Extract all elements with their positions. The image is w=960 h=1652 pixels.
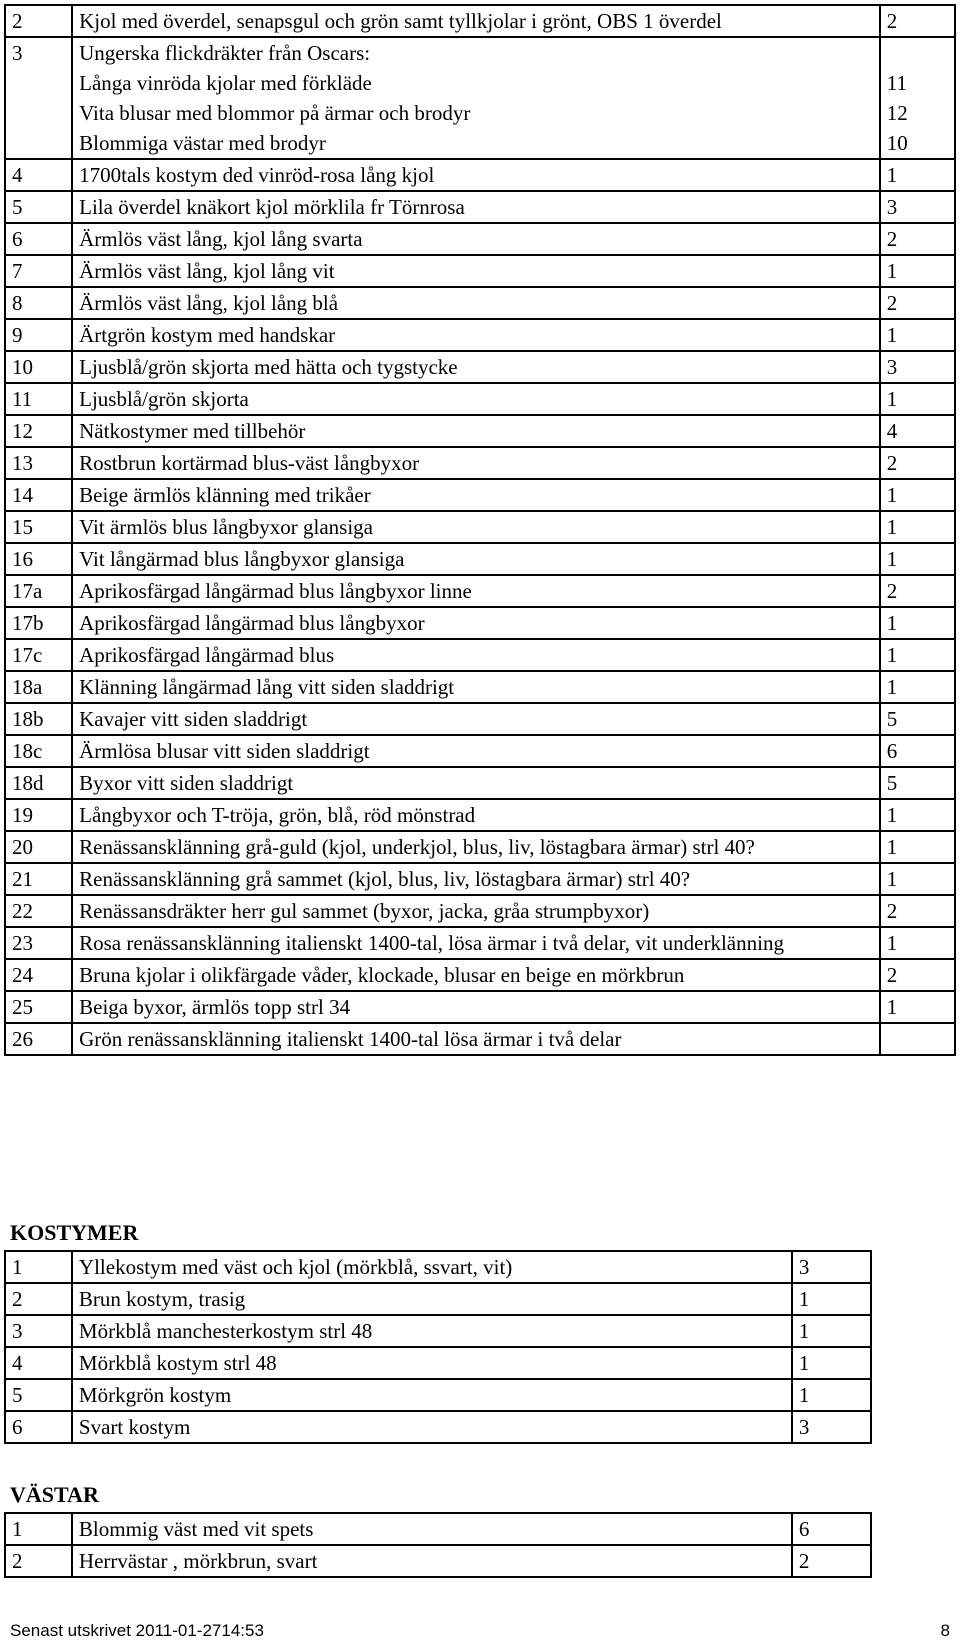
item-number: 10 (5, 351, 72, 383)
item-quantity: 1 (880, 927, 955, 959)
item-quantity: 1 (880, 159, 955, 191)
item-description: Brun kostym, trasig (72, 1283, 792, 1315)
item-number: 2 (5, 5, 72, 37)
item-description: Bruna kjolar i olikfärgade våder, klockade, blusar en beige en mörkbrun (72, 959, 880, 991)
item-description: Vit ärmlös blus långbyxor glansiga (72, 511, 880, 543)
item-description: Ärmlös väst lång, kjol lång svarta (72, 223, 880, 255)
item-quantity: 6 (792, 1513, 871, 1545)
table-row (5, 607, 955, 639)
item-description: Ljusblå/grön skjorta med hätta och tygstycke (72, 351, 880, 383)
item-quantity: 2 (880, 5, 955, 37)
item-quantity: 6 (880, 735, 955, 767)
table-row (5, 319, 955, 351)
item-description: Blommig väst med vit spets (72, 1513, 792, 1545)
table-row (5, 1379, 871, 1411)
item-number: 23 (5, 927, 72, 959)
item-number: 18a (5, 671, 72, 703)
item-number: 19 (5, 799, 72, 831)
item-quantity: 5 (880, 703, 955, 735)
table-row (5, 1315, 871, 1347)
item-description: Lila överdel knäkort kjol mörklila fr Törnrosa (72, 191, 880, 223)
item-description: Beige ärmlös klänning med trikåer (72, 479, 880, 511)
item-quantity: 2 (880, 575, 955, 607)
item-description: Långbyxor och T-tröja, grön, blå, röd mönstrad (72, 799, 880, 831)
item-description: Ärtgrön kostym med handskar (72, 319, 880, 351)
vastar-table (4, 1512, 872, 1578)
item-quantity: 2 (880, 895, 955, 927)
item-quantity: 1 (880, 639, 955, 671)
item-number: 26 (5, 1023, 72, 1055)
item-number: 1 (5, 1251, 72, 1283)
table-row (5, 415, 955, 447)
table-row (5, 735, 955, 767)
item-description: Renässansklänning grå sammet (kjol, blus, liv, löstagbara ärmar) strl 40? (72, 863, 880, 895)
item-quantity: 1 (792, 1347, 871, 1379)
item-description: Svart kostym (72, 1411, 792, 1443)
item-number: 1 (5, 1513, 72, 1545)
item-number: 17c (5, 639, 72, 671)
item-number: 3 (5, 1315, 72, 1347)
item-quantity: 5 (880, 767, 955, 799)
item-quantity: 3 (792, 1411, 871, 1443)
item-description: Kjol med överdel, senapsgul och grön samt tyllkjolar i grönt, OBS 1 överdel (72, 5, 880, 37)
item-number: 22 (5, 895, 72, 927)
table-row (5, 255, 955, 287)
kostymer-table-body (5, 1251, 871, 1443)
item-description: Nätkostymer med tillbehör (72, 415, 880, 447)
item-number: 18b (5, 703, 72, 735)
item-description: Renässansklänning grå-guld (kjol, underkjol, blus, liv, löstagbara ärmar) strl 40? (72, 831, 880, 863)
item-quantity: 1 (880, 799, 955, 831)
item-description: Vit långärmad blus långbyxor glansiga (72, 543, 880, 575)
item-number: 15 (5, 511, 72, 543)
item-quantity: 3 (792, 1251, 871, 1283)
table-row (5, 5, 955, 37)
item-description: Renässansdräkter herr gul sammet (byxor, jacka, gråa strumpbyxor) (72, 895, 880, 927)
item-quantity: 2 (880, 959, 955, 991)
item-quantity: 1 (880, 511, 955, 543)
table-row (5, 639, 955, 671)
table-row (5, 703, 955, 735)
item-quantity: 3 (880, 191, 955, 223)
item-number: 5 (5, 1379, 72, 1411)
vastar-table-body (5, 1513, 871, 1577)
table-row (5, 447, 955, 479)
kostymer-table (4, 1250, 872, 1444)
item-quantity: 2 (792, 1545, 871, 1577)
item-quantity: 2 (880, 223, 955, 255)
item-number: 7 (5, 255, 72, 287)
item-quantity: 11 12 10 (880, 37, 955, 159)
table-row (5, 223, 955, 255)
item-quantity (880, 1023, 955, 1055)
table-row (5, 575, 955, 607)
item-number: 24 (5, 959, 72, 991)
item-quantity: 1 (880, 607, 955, 639)
table-row (5, 1513, 871, 1545)
table-row (5, 863, 955, 895)
item-description: Kavajer vitt siden sladdrigt (72, 703, 880, 735)
item-quantity: 1 (880, 479, 955, 511)
item-quantity: 3 (880, 351, 955, 383)
item-number: 6 (5, 1411, 72, 1443)
item-number: 6 (5, 223, 72, 255)
table-row (5, 895, 955, 927)
item-quantity: 4 (880, 415, 955, 447)
table-row (5, 1347, 871, 1379)
table-row (5, 479, 955, 511)
item-number: 8 (5, 287, 72, 319)
section-heading-vastar: VÄSTAR (10, 1482, 99, 1507)
table-row (5, 543, 955, 575)
item-description: Aprikosfärgad långärmad blus långbyxor linne (72, 575, 880, 607)
item-description: Beiga byxor, ärmlös topp strl 34 (72, 991, 880, 1023)
item-number: 12 (5, 415, 72, 447)
item-number: 9 (5, 319, 72, 351)
table-row (5, 1251, 871, 1283)
item-description: Mörkgrön kostym (72, 1379, 792, 1411)
item-description: Ljusblå/grön skjorta (72, 383, 880, 415)
item-number: 18d (5, 767, 72, 799)
item-number: 17a (5, 575, 72, 607)
item-description: Ungerska flickdräkter från Oscars: Långa vinröda kjolar med förkläde Vita blusar med blommor på ärmar och brodyr Blommiga västar med brodyr (72, 37, 880, 159)
item-description: 1700tals kostym ded vinröd-rosa lång kjol (72, 159, 880, 191)
item-quantity: 1 (880, 543, 955, 575)
table-row (5, 959, 955, 991)
item-description: Ärmlösa blusar vitt siden sladdrigt (72, 735, 880, 767)
item-description: Aprikosfärgad långärmad blus långbyxor (72, 607, 880, 639)
costume-table (4, 4, 956, 1056)
item-quantity: 1 (880, 671, 955, 703)
item-quantity: 1 (880, 255, 955, 287)
item-description: Grön renässansklänning italienskt 1400-tal lösa ärmar i två delar (72, 1023, 880, 1055)
item-description: Yllekostym med väst och kjol (mörkblå, ssvart, vit) (72, 1251, 792, 1283)
item-number: 17b (5, 607, 72, 639)
table-row (5, 671, 955, 703)
item-quantity: 2 (880, 447, 955, 479)
table-row (5, 159, 955, 191)
table-row (5, 37, 955, 159)
item-number: 20 (5, 831, 72, 863)
costume-table-body (5, 5, 955, 1055)
footer-print-date: Senast utskrivet 2011-01-2714:53 (10, 1621, 264, 1640)
item-quantity: 1 (792, 1315, 871, 1347)
table-row (5, 1023, 955, 1055)
item-number: 16 (5, 543, 72, 575)
item-number: 25 (5, 991, 72, 1023)
item-quantity: 1 (880, 319, 955, 351)
item-number: 2 (5, 1545, 72, 1577)
item-number: 18c (5, 735, 72, 767)
item-quantity: 1 (880, 383, 955, 415)
item-quantity: 1 (880, 831, 955, 863)
table-row (5, 383, 955, 415)
table-row (5, 767, 955, 799)
item-number: 2 (5, 1283, 72, 1315)
item-quantity: 1 (880, 991, 955, 1023)
table-row (5, 799, 955, 831)
item-description: Rosa renässansklänning italienskt 1400-tal, lösa ärmar i två delar, vit underklänning (72, 927, 880, 959)
item-quantity: 1 (792, 1379, 871, 1411)
item-number: 5 (5, 191, 72, 223)
item-description: Herrvästar , mörkbrun, svart (72, 1545, 792, 1577)
table-row (5, 351, 955, 383)
footer-page-number: 8 (940, 1621, 950, 1640)
table-row (5, 831, 955, 863)
item-description: Mörkblå kostym strl 48 (72, 1347, 792, 1379)
table-row (5, 287, 955, 319)
table-row (5, 191, 955, 223)
table-row (5, 511, 955, 543)
item-number: 21 (5, 863, 72, 895)
table-row (5, 1545, 871, 1577)
table-row (5, 1411, 871, 1443)
item-description: Byxor vitt siden sladdrigt (72, 767, 880, 799)
item-description: Klänning långärmad lång vitt siden sladdrigt (72, 671, 880, 703)
item-number: 4 (5, 159, 72, 191)
item-description: Mörkblå manchesterkostym strl 48 (72, 1315, 792, 1347)
table-row (5, 927, 955, 959)
item-number: 13 (5, 447, 72, 479)
item-number: 3 (5, 37, 72, 159)
item-description: Ärmlös väst lång, kjol lång vit (72, 255, 880, 287)
item-description: Aprikosfärgad långärmad blus (72, 639, 880, 671)
item-number: 11 (5, 383, 72, 415)
item-quantity: 1 (880, 863, 955, 895)
item-number: 14 (5, 479, 72, 511)
table-row (5, 1283, 871, 1315)
item-description: Rostbrun kortärmad blus-väst långbyxor (72, 447, 880, 479)
item-number: 4 (5, 1347, 72, 1379)
section-heading-kostymer: KOSTYMER (10, 1220, 139, 1245)
table-row (5, 991, 955, 1023)
item-quantity: 2 (880, 287, 955, 319)
item-quantity: 1 (792, 1283, 871, 1315)
item-description: Ärmlös väst lång, kjol lång blå (72, 287, 880, 319)
